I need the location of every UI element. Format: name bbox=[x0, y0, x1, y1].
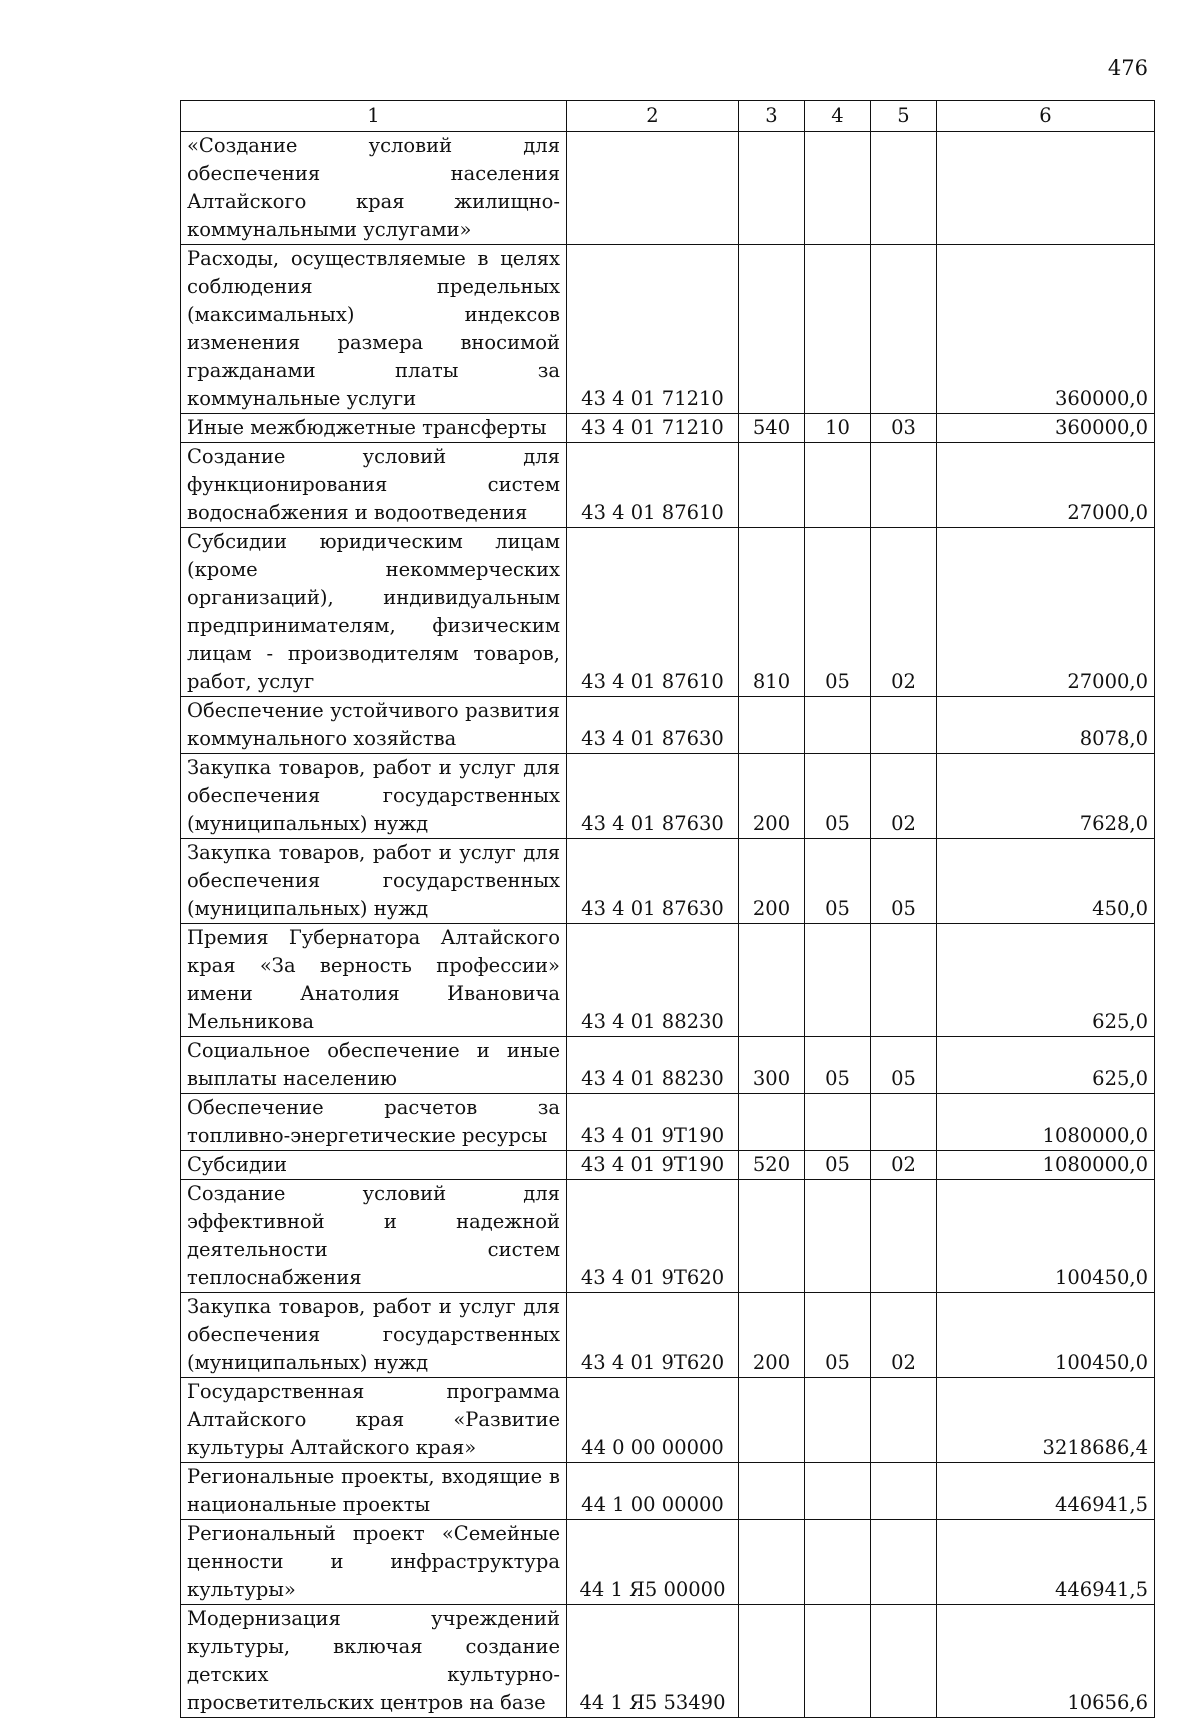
header-row bbox=[181, 101, 1155, 132]
table-body bbox=[181, 132, 1155, 1718]
amount: 625,0 bbox=[937, 924, 1155, 1037]
expense-type-code: 300 bbox=[739, 1037, 805, 1094]
row-name: Премия Губернатора Алтайского края «За верность профессии» имени Анатолия Ивановича Мельникова bbox=[181, 924, 567, 1037]
target-article-code: 44 1 00 00000 bbox=[567, 1463, 739, 1520]
target-article-code: 44 1 Я5 53490 bbox=[567, 1605, 739, 1718]
table-row bbox=[181, 839, 1155, 924]
subsection-code: 03 bbox=[871, 414, 937, 443]
table-row bbox=[181, 1151, 1155, 1180]
target-article-code: 43 4 01 88230 bbox=[567, 1037, 739, 1094]
subsection-code: 05 bbox=[871, 839, 937, 924]
column-header: 1 bbox=[181, 101, 567, 132]
target-article-code: 43 4 01 71210 bbox=[567, 245, 739, 414]
expense-type-code bbox=[739, 1605, 805, 1718]
column-header: 5 bbox=[871, 101, 937, 132]
target-article-code bbox=[567, 132, 739, 245]
subsection-code bbox=[871, 697, 937, 754]
row-name: Иные межбюджетные трансферты bbox=[181, 414, 567, 443]
subsection-code: 02 bbox=[871, 1151, 937, 1180]
section-code bbox=[805, 1520, 871, 1605]
amount: 1080000,0 bbox=[937, 1094, 1155, 1151]
target-article-code: 43 4 01 71210 bbox=[567, 414, 739, 443]
amount: 27000,0 bbox=[937, 528, 1155, 697]
target-article-code: 44 1 Я5 00000 bbox=[567, 1520, 739, 1605]
section-code bbox=[805, 443, 871, 528]
section-code: 05 bbox=[805, 754, 871, 839]
table-row bbox=[181, 414, 1155, 443]
subsection-code: 02 bbox=[871, 754, 937, 839]
row-name: Создание условий для функционирования систем водоснабжения и водоотведения bbox=[181, 443, 567, 528]
subsection-code bbox=[871, 1463, 937, 1520]
expense-type-code bbox=[739, 132, 805, 245]
amount: 3218686,4 bbox=[937, 1378, 1155, 1463]
amount: 100450,0 bbox=[937, 1180, 1155, 1293]
subsection-code bbox=[871, 1094, 937, 1151]
row-name: Региональный проект «Семейные ценности и инфраструктура культуры» bbox=[181, 1520, 567, 1605]
subsection-code bbox=[871, 245, 937, 414]
subsection-code bbox=[871, 1180, 937, 1293]
amount: 446941,5 bbox=[937, 1520, 1155, 1605]
row-name: «Создание условий для обеспечения населения Алтайского края жилищно-коммунальными услугами» bbox=[181, 132, 567, 245]
row-name: Субсидии юридическим лицам (кроме некоммерческих организаций), индивидуальным предпринимателям, физическим лицам - производителям товаров, работ, услуг bbox=[181, 528, 567, 697]
amount: 100450,0 bbox=[937, 1293, 1155, 1378]
table-row bbox=[181, 1520, 1155, 1605]
target-article-code: 43 4 01 87630 bbox=[567, 697, 739, 754]
table-row bbox=[181, 1378, 1155, 1463]
expense-type-code: 200 bbox=[739, 754, 805, 839]
table-row bbox=[181, 1180, 1155, 1293]
table-row bbox=[181, 443, 1155, 528]
target-article-code: 43 4 01 87610 bbox=[567, 528, 739, 697]
table-row bbox=[181, 245, 1155, 414]
subsection-code bbox=[871, 132, 937, 245]
expense-type-code: 200 bbox=[739, 839, 805, 924]
row-name: Закупка товаров, работ и услуг для обеспечения государственных (муниципальных) нужд bbox=[181, 839, 567, 924]
section-code bbox=[805, 1605, 871, 1718]
amount: 446941,5 bbox=[937, 1463, 1155, 1520]
row-name: Закупка товаров, работ и услуг для обеспечения государственных (муниципальных) нужд bbox=[181, 754, 567, 839]
section-code: 05 bbox=[805, 1151, 871, 1180]
target-article-code: 43 4 01 9T190 bbox=[567, 1094, 739, 1151]
table-row bbox=[181, 132, 1155, 245]
row-name: Государственная программа Алтайского края «Развитие культуры Алтайского края» bbox=[181, 1378, 567, 1463]
subsection-code: 05 bbox=[871, 1037, 937, 1094]
section-code bbox=[805, 1378, 871, 1463]
amount: 625,0 bbox=[937, 1037, 1155, 1094]
section-code: 05 bbox=[805, 1037, 871, 1094]
target-article-code: 43 4 01 9T620 bbox=[567, 1293, 739, 1378]
row-name: Обеспечение расчетов за топливно-энергетические ресурсы bbox=[181, 1094, 567, 1151]
amount: 8078,0 bbox=[937, 697, 1155, 754]
expense-type-code: 540 bbox=[739, 414, 805, 443]
table-row bbox=[181, 528, 1155, 697]
row-name: Региональные проекты, входящие в национальные проекты bbox=[181, 1463, 567, 1520]
amount: 10656,6 bbox=[937, 1605, 1155, 1718]
budget-table bbox=[180, 100, 1155, 1718]
amount: 27000,0 bbox=[937, 443, 1155, 528]
subsection-code: 02 bbox=[871, 528, 937, 697]
amount: 7628,0 bbox=[937, 754, 1155, 839]
target-article-code: 43 4 01 87610 bbox=[567, 443, 739, 528]
amount: 1080000,0 bbox=[937, 1151, 1155, 1180]
target-article-code: 43 4 01 9T620 bbox=[567, 1180, 739, 1293]
table-row bbox=[181, 1605, 1155, 1718]
subsection-code bbox=[871, 443, 937, 528]
section-code: 05 bbox=[805, 839, 871, 924]
section-code: 05 bbox=[805, 528, 871, 697]
row-name: Субсидии bbox=[181, 1151, 567, 1180]
section-code bbox=[805, 245, 871, 414]
section-code: 10 bbox=[805, 414, 871, 443]
column-header: 6 bbox=[937, 101, 1155, 132]
target-article-code: 43 4 01 9T190 bbox=[567, 1151, 739, 1180]
table-row bbox=[181, 697, 1155, 754]
subsection-code bbox=[871, 1520, 937, 1605]
column-header: 2 bbox=[567, 101, 739, 132]
amount: 360000,0 bbox=[937, 245, 1155, 414]
expense-type-code bbox=[739, 245, 805, 414]
row-name: Закупка товаров, работ и услуг для обеспечения государственных (муниципальных) нужд bbox=[181, 1293, 567, 1378]
section-code bbox=[805, 1180, 871, 1293]
expense-type-code: 810 bbox=[739, 528, 805, 697]
subsection-code bbox=[871, 1605, 937, 1718]
expense-type-code bbox=[739, 924, 805, 1037]
expense-type-code bbox=[739, 443, 805, 528]
expense-type-code bbox=[739, 1180, 805, 1293]
row-name: Расходы, осуществляемые в целях соблюдения предельных (максимальных) индексов изменения размера вносимой гражданами платы за коммунальные услуги bbox=[181, 245, 567, 414]
expense-type-code: 200 bbox=[739, 1293, 805, 1378]
expense-type-code bbox=[739, 1378, 805, 1463]
target-article-code: 43 4 01 88230 bbox=[567, 924, 739, 1037]
target-article-code: 44 0 00 00000 bbox=[567, 1378, 739, 1463]
expense-type-code bbox=[739, 1463, 805, 1520]
page-number: 476 bbox=[1107, 56, 1148, 80]
row-name: Социальное обеспечение и иные выплаты населению bbox=[181, 1037, 567, 1094]
column-header: 4 bbox=[805, 101, 871, 132]
subsection-code bbox=[871, 924, 937, 1037]
expense-type-code bbox=[739, 1094, 805, 1151]
target-article-code: 43 4 01 87630 bbox=[567, 839, 739, 924]
row-name: Обеспечение устойчивого развития коммунального хозяйства bbox=[181, 697, 567, 754]
row-name: Создание условий для эффективной и надежной деятельности систем теплоснабжения bbox=[181, 1180, 567, 1293]
section-code bbox=[805, 697, 871, 754]
expense-type-code: 520 bbox=[739, 1151, 805, 1180]
table-row bbox=[181, 1094, 1155, 1151]
subsection-code: 02 bbox=[871, 1293, 937, 1378]
expense-type-code bbox=[739, 697, 805, 754]
section-code: 05 bbox=[805, 1293, 871, 1378]
table-row bbox=[181, 924, 1155, 1037]
amount: 360000,0 bbox=[937, 414, 1155, 443]
table-row bbox=[181, 1037, 1155, 1094]
column-header: 3 bbox=[739, 101, 805, 132]
row-name: Модернизация учреждений культуры, включая создание детских культурно-просветительских центров на базе bbox=[181, 1605, 567, 1718]
table-row bbox=[181, 754, 1155, 839]
section-code bbox=[805, 924, 871, 1037]
amount: 450,0 bbox=[937, 839, 1155, 924]
target-article-code: 43 4 01 87630 bbox=[567, 754, 739, 839]
section-code bbox=[805, 1463, 871, 1520]
subsection-code bbox=[871, 1378, 937, 1463]
section-code bbox=[805, 1094, 871, 1151]
section-code bbox=[805, 132, 871, 245]
amount bbox=[937, 132, 1155, 245]
table-row bbox=[181, 1463, 1155, 1520]
table-row bbox=[181, 1293, 1155, 1378]
expense-type-code bbox=[739, 1520, 805, 1605]
